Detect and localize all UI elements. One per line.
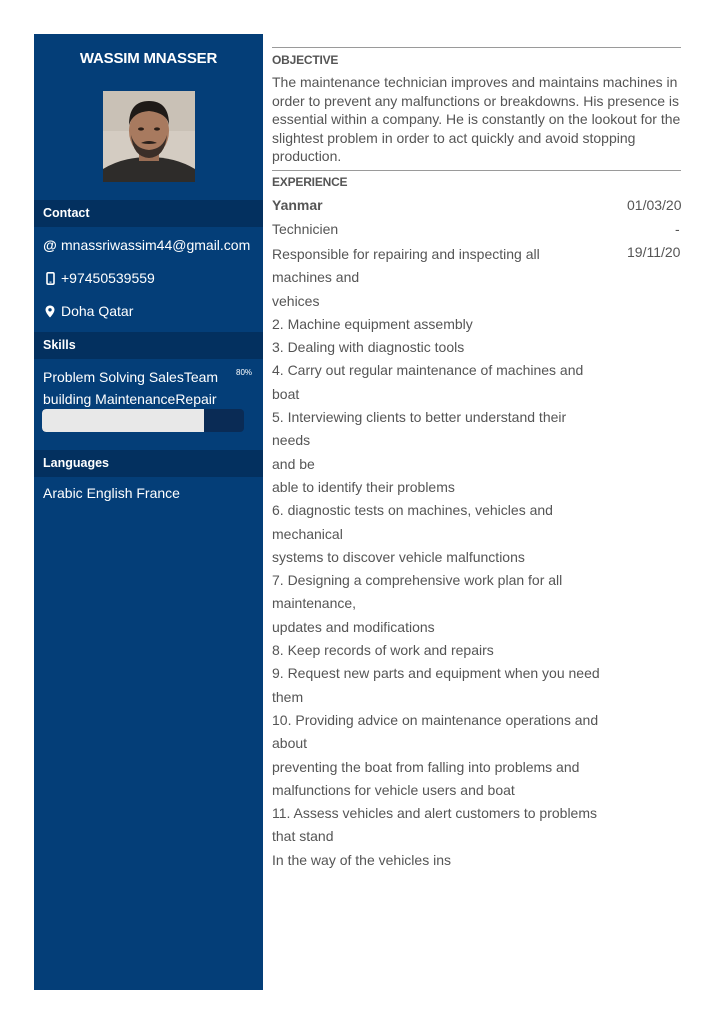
experience-line: 11. Assess vehicles and alert customers to problems xyxy=(272,805,598,822)
experience-line: boat xyxy=(272,385,300,402)
experience-line: vehices xyxy=(272,292,320,309)
experience-line: malfunctions for vehicle users and boat xyxy=(272,781,515,798)
experience-heading: EXPERIENCE xyxy=(272,175,348,189)
experience-company: Yanmar xyxy=(272,197,323,213)
experience-description xyxy=(272,243,617,872)
phone-text[interactable]: +97450539559 xyxy=(61,270,155,286)
experience-line: that stand xyxy=(272,828,334,845)
contact-location-row xyxy=(41,301,133,321)
email-text[interactable]: mnassriwassim44@gmail.com xyxy=(61,237,251,253)
experience-line: and be xyxy=(272,455,315,472)
experience-line: updates and modifications xyxy=(272,618,435,635)
location-text: Doha Qatar xyxy=(61,303,134,319)
contact-heading: Contact xyxy=(34,200,263,227)
experience-line: In the way of the vehicles ins xyxy=(272,851,451,868)
skills-list: Problem Solving SalesTeam building MaintenanceRepair xyxy=(43,369,219,407)
experience-line: 8. Keep records of work and repairs xyxy=(272,642,494,659)
experience-end-date: 19/11/20 xyxy=(627,244,681,260)
sidebar xyxy=(34,34,263,990)
experience-line: systems to discover vehicle malfunctions xyxy=(272,548,525,565)
experience-line: 10. Providing advice on maintenance operations and xyxy=(272,711,599,728)
experience-line: 3. Dealing with diagnostic tools xyxy=(272,339,465,356)
objective-heading: OBJECTIVE xyxy=(272,53,339,67)
languages-heading: Languages xyxy=(34,450,263,477)
experience-date-separator: - xyxy=(675,221,680,237)
mobile-phone-icon xyxy=(41,272,59,285)
experience-divider xyxy=(272,170,681,171)
at-sign-icon: @ xyxy=(43,237,57,253)
objective-divider xyxy=(272,47,681,48)
main-content xyxy=(271,0,724,1024)
skill-progress-fill xyxy=(42,409,204,432)
experience-line: them xyxy=(272,688,304,705)
experience-line: 9. Request new parts and equipment when you need xyxy=(272,665,600,682)
experience-start-date: 01/03/20 xyxy=(627,197,682,213)
location-pin-icon xyxy=(41,305,59,318)
candidate-name: WASSIM MNASSER xyxy=(79,50,218,67)
experience-line: 4. Carry out regular maintenance of machines and xyxy=(272,362,584,379)
experience-line: needs xyxy=(272,432,311,449)
experience-line: maintenance, xyxy=(272,595,357,612)
skill-progress-bar xyxy=(42,409,244,432)
experience-role: Technicien xyxy=(272,221,339,237)
skills-heading: Skills xyxy=(34,332,263,359)
experience-line: Responsible for repairing and inspecting all xyxy=(272,246,540,262)
contact-phone-row xyxy=(41,268,155,288)
experience-line: about xyxy=(272,735,308,752)
experience-line: 5. Interviewing clients to better understand their xyxy=(272,409,567,426)
experience-line: 6. diagnostic tests on machines, vehicles and xyxy=(272,502,553,519)
experience-line: able to identify their problems xyxy=(272,478,455,495)
experience-line: preventing the boat from falling into problems and xyxy=(272,758,580,775)
experience-line: 7. Designing a comprehensive work plan for all xyxy=(272,572,563,589)
skill-percent-label: 80% xyxy=(236,368,253,377)
contact-email-row xyxy=(41,235,250,255)
portrait-image xyxy=(103,91,195,182)
profile-photo xyxy=(103,91,195,182)
languages-list: Arabic English France xyxy=(43,485,180,501)
experience-line: machines and xyxy=(272,269,360,286)
experience-line: mechanical xyxy=(272,525,343,542)
objective-text: The maintenance technician improves and maintains machines in order to prevent any malfunctions or breakdowns. His presence is essential within a company. He is constantly on the lookout for the slightest problem in order to act quickly and avoid stopping production. xyxy=(272,74,681,164)
experience-line: 2. Machine equipment assembly xyxy=(272,315,473,332)
